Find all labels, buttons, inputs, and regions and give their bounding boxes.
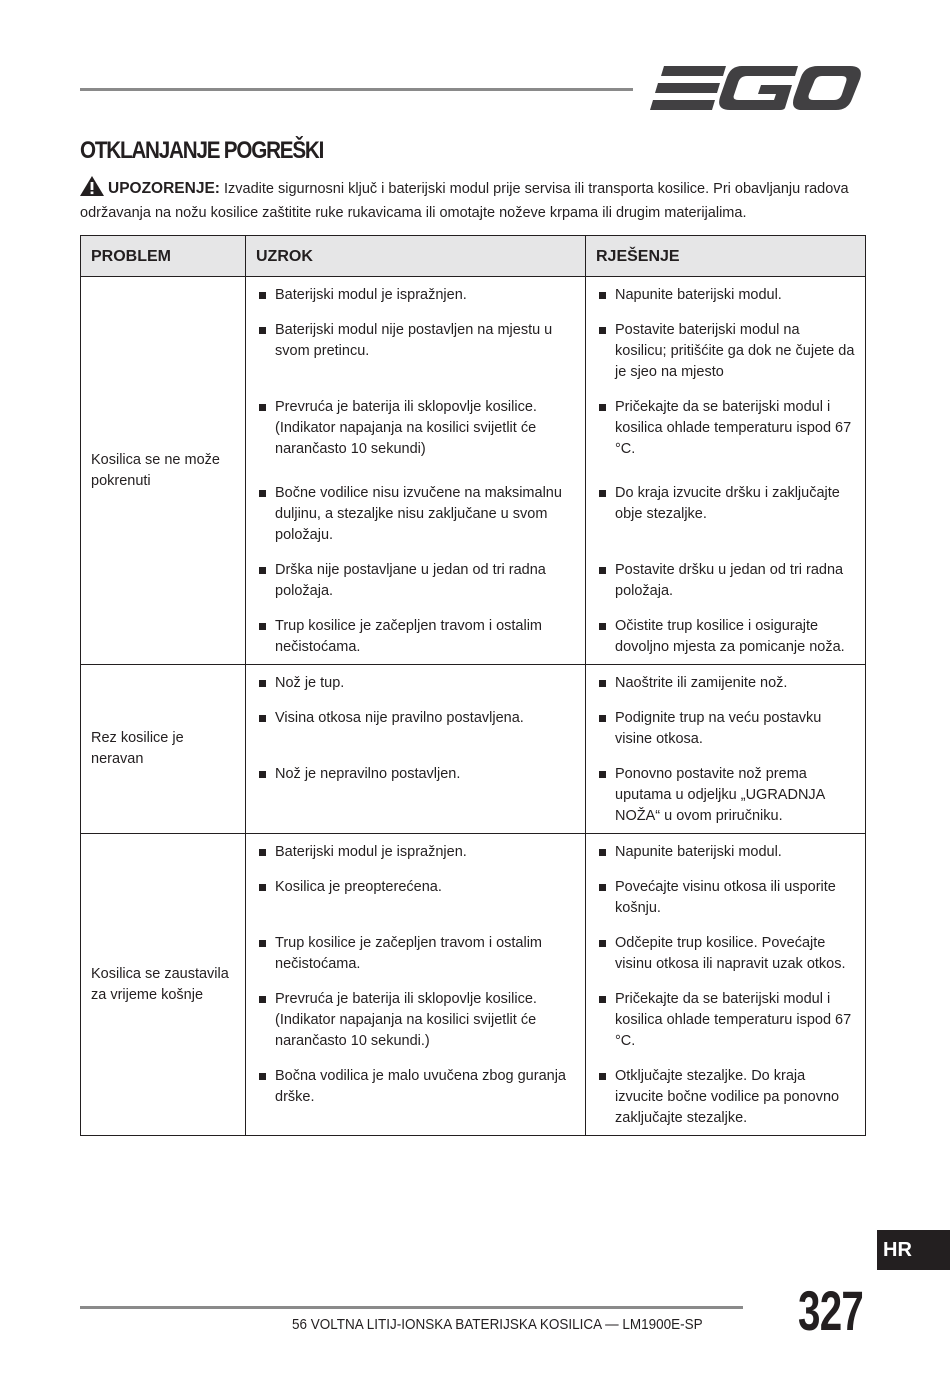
table-header-row bbox=[81, 236, 866, 277]
footer-product-line: 56 VOLTNA LITIJ-IONSKA BATERIJSKA KOSILICA — LM1900E-SP bbox=[292, 1316, 703, 1333]
bullet-icon bbox=[599, 327, 606, 334]
bullet-icon bbox=[259, 490, 266, 497]
bullet-icon bbox=[599, 1073, 606, 1080]
header-problem: PROBLEM bbox=[81, 236, 246, 277]
header-rule bbox=[80, 88, 633, 91]
solution-cell bbox=[586, 834, 866, 1136]
section-title: OTKLANJANJE POGREŠKI bbox=[80, 137, 324, 164]
solution-item: Ponovno postavite nož prema uputama u odjeljku „UGRADNJA NOŽA“ u ovom priručniku. bbox=[596, 764, 855, 827]
bullet-icon bbox=[599, 292, 606, 299]
bullet-icon bbox=[259, 1073, 266, 1080]
cause-cell bbox=[246, 834, 586, 1136]
solution-item: Naoštrite ili zamijenite nož. bbox=[596, 673, 855, 694]
bullet-icon bbox=[259, 940, 266, 947]
cause-cell bbox=[246, 277, 586, 665]
solution-item: Napunite baterijski modul. bbox=[596, 842, 855, 863]
bullet-icon bbox=[599, 771, 606, 778]
solution-item: Pričekajte da se baterijski modul i kosilica ohlade temperaturu ispod 67 °C. bbox=[596, 397, 855, 469]
solution-item: Odčepite trup kosilice. Povećajte visinu otkosa ili napravit uzak otkos. bbox=[596, 933, 855, 975]
table-row bbox=[81, 277, 866, 665]
bullet-icon bbox=[259, 680, 266, 687]
bullet-icon bbox=[259, 715, 266, 722]
bullet-icon bbox=[259, 623, 266, 630]
cause-item: Visina otkosa nije pravilno postavljena. bbox=[256, 708, 575, 750]
bullet-icon bbox=[259, 567, 266, 574]
bullet-icon bbox=[259, 884, 266, 891]
bullet-icon bbox=[599, 567, 606, 574]
warning-triangle-icon bbox=[80, 176, 104, 203]
cause-item: Bočne vodilice nisu izvučene na maksimalnu duljinu, a stezaljke nisu zaključane u svom položaju. bbox=[256, 483, 575, 546]
bullet-icon bbox=[599, 404, 606, 411]
cause-item: Prevruća je baterija ili sklopovlje kosilice. (Indikator napajanja na kosilici svijetlit će narančasto 10 sekundi) bbox=[256, 397, 575, 469]
solution-item: Napunite baterijski modul. bbox=[596, 285, 855, 306]
solution-item: Pričekajte da se baterijski modul i kosilica ohlade temperaturu ispod 67 °C. bbox=[596, 989, 855, 1052]
table-row bbox=[81, 834, 866, 1136]
cause-cell bbox=[246, 665, 586, 834]
problem-cell: Rez kosilice je neravan bbox=[81, 665, 246, 834]
header-solution: RJEŠENJE bbox=[586, 236, 866, 277]
troubleshooting-table bbox=[80, 235, 866, 1136]
cause-item: Nož je tup. bbox=[256, 673, 575, 694]
solution-item: Postavite baterijski modul na kosilicu; pritišćite ga dok ne čujete da je sjeo na mjesto bbox=[596, 320, 855, 383]
footer-rule bbox=[80, 1306, 743, 1309]
cause-item: Bočna vodilica je malo uvučena zbog guranja drške. bbox=[256, 1066, 575, 1129]
solution-item: Postavite dršku u jedan od tri radna položaja. bbox=[596, 560, 855, 602]
bullet-icon bbox=[599, 623, 606, 630]
cause-item: Nož je nepravilno postavljen. bbox=[256, 764, 575, 827]
cause-item: Trup kosilice je začepljen travom i ostalim nečistoćama. bbox=[256, 616, 575, 658]
warning-text: Izvadite sigurnosni ključ i baterijski modul prije servisa ili transporta kosilice. Pri obavljanju radova održavanja na nožu kosilice zaštitite ruke rukavicama ili omotajte noževe krpama ili drugim materijalima. bbox=[80, 181, 849, 221]
page-number: 327 bbox=[798, 1279, 864, 1342]
problem-cell: Kosilica se zaustavila za vrijeme košnje bbox=[81, 834, 246, 1136]
bullet-icon bbox=[599, 884, 606, 891]
bullet-icon bbox=[259, 849, 266, 856]
bullet-icon bbox=[259, 404, 266, 411]
bullet-icon bbox=[599, 996, 606, 1003]
bullet-icon bbox=[599, 680, 606, 687]
cause-item: Kosilica je preopterećena. bbox=[256, 877, 575, 919]
ego-logo bbox=[650, 64, 862, 112]
cause-item: Trup kosilice je začepljen travom i ostalim nečistoćama. bbox=[256, 933, 575, 975]
bullet-icon bbox=[599, 849, 606, 856]
bullet-icon bbox=[599, 715, 606, 722]
solution-item: Otključajte stezaljke. Do kraja izvucite bočne vodilice pa ponovno zaključajte stezaljke. bbox=[596, 1066, 855, 1129]
solution-cell bbox=[586, 277, 866, 665]
warning-paragraph bbox=[80, 176, 870, 224]
problem-cell: Kosilica se ne može pokrenuti bbox=[81, 277, 246, 665]
cause-item: Baterijski modul je ispražnjen. bbox=[256, 285, 575, 306]
solution-item: Očistite trup kosilice i osigurajte dovoljno mjesta za pomicanje noža. bbox=[596, 616, 855, 658]
bullet-icon bbox=[259, 292, 266, 299]
bullet-icon bbox=[259, 771, 266, 778]
solution-item: Do kraja izvucite dršku i zaključajte obje stezaljke. bbox=[596, 483, 855, 546]
header-cause: UZROK bbox=[246, 236, 586, 277]
warning-label: UPOZORENJE: bbox=[108, 180, 220, 197]
language-tab: HR bbox=[877, 1230, 950, 1270]
solution-cell bbox=[586, 665, 866, 834]
bullet-icon bbox=[599, 940, 606, 947]
solution-item: Povećajte visinu otkosa ili usporite košnju. bbox=[596, 877, 855, 919]
cause-item: Baterijski modul nije postavljen na mjestu u svom pretincu. bbox=[256, 320, 575, 383]
cause-item: Baterijski modul je ispražnjen. bbox=[256, 842, 575, 863]
bullet-icon bbox=[259, 327, 266, 334]
cause-item: Prevruća je baterija ili sklopovlje kosilice. (Indikator napajanja na kosilici svijetlit će narančasto 10 sekundi.) bbox=[256, 989, 575, 1052]
solution-item: Podignite trup na veću postavku visine otkosa. bbox=[596, 708, 855, 750]
bullet-icon bbox=[599, 490, 606, 497]
bullet-icon bbox=[259, 996, 266, 1003]
table-row bbox=[81, 665, 866, 834]
cause-item: Drška nije postavljane u jedan od tri radna položaja. bbox=[256, 560, 575, 602]
